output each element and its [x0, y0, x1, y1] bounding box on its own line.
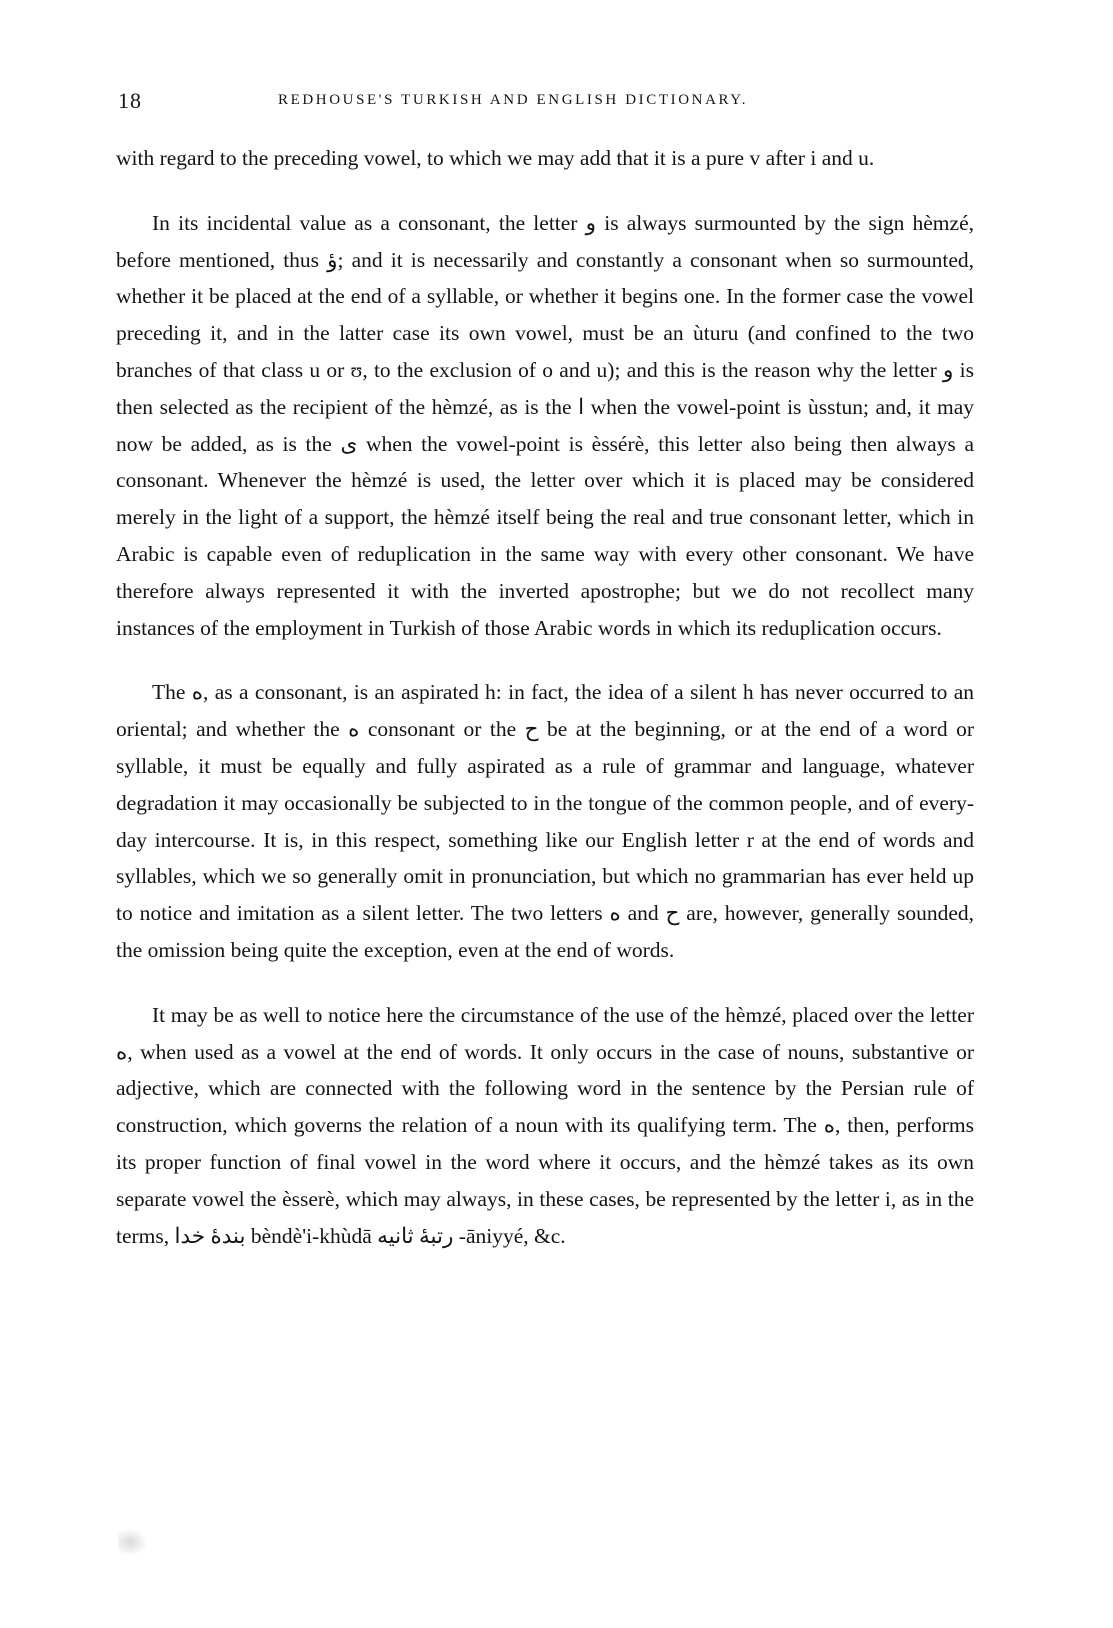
- paragraph-3: The ه, as a consonant, is an aspirated h: in fact, the idea of a silent h has never occurred to an oriental; and whether the ه consonant or the ح be at the beginning, or at the end of a word or syllable, it must be equally and fully aspirated as a rule of grammar and language, whatever degradation it may occasionally be subjected to in the tongue of the common people, and of every-day intercourse. It is, in this respect, something like our English letter r at the end of words and syllables, which we so generally omit in pronunciation, but which no grammarian has ever held up to notice and imitation as a silent letter. The two letters ه and ح are, however, generally sounded, the omission being quite the exception, even at the end of words.: [116, 680, 974, 962]
- paragraph-2: In its incidental value as a consonant, the letter و is always surmounted by the sign hèmzé, before mentioned, thus ؤ; and it is necessarily and constantly a consonant when so surmounted, whether it be placed at the end of a syllable, or whether it begins one. In the former case the vowel preceding it, and in the latter case its own vowel, must be an ùturu (and confined to the two branches of that class u or ʊ, to the exclusion of o and u); and this is the reason why the letter و is then selected as the recipient of the hèmzé, as is the ا when the vowel-point is ùsstun; and, it may now be added, as is the ی when the vowel-point is èssérè, this letter also being then always a consonant. Whenever the hèmzé is used, the letter over which it is placed may be considered merely in the light of a support, the hèmzé itself being the real and true consonant letter, which in Arabic is capable even of reduplication in the same way with every other consonant. We have therefore always represented it with the inverted apostrophe; but we do not recollect many instances of the employment in Turkish of those Arabic words in which its reduplication occurs.: [116, 210, 975, 640]
- running-head: REDHOUSE'S TURKISH AND ENGLISH DICTIONARY.: [278, 92, 749, 108]
- body-text: [116, 140, 974, 1254]
- page-header: [118, 88, 978, 112]
- paper-stain: [118, 1528, 148, 1556]
- paragraph-1: with regard to the preceding vowel, to which we may add that it is a pure v after i and u.: [116, 146, 875, 170]
- paragraph-4: It may be as well to notice here the circumstance of the use of the hèmzé, placed over the letter ه, when used as a vowel at the end of words. It only occurs in the case of nouns, substantive or adjective, which are connected with the following word in the sentence by the Persian rule of construction, which governs the relation of a noun with its qualifying term. The ه, then, performs its proper function of final vowel in the word where it occurs, and the hèmzé takes as its own separate vowel the èsserè, which may always, in these cases, be represented by the letter i, as in the terms, بندۀ خدا bèndè'i-khùdā رتبۀ ثانیه -āniyyé, &c.: [116, 1002, 974, 1248]
- page-number: 18: [118, 88, 142, 113]
